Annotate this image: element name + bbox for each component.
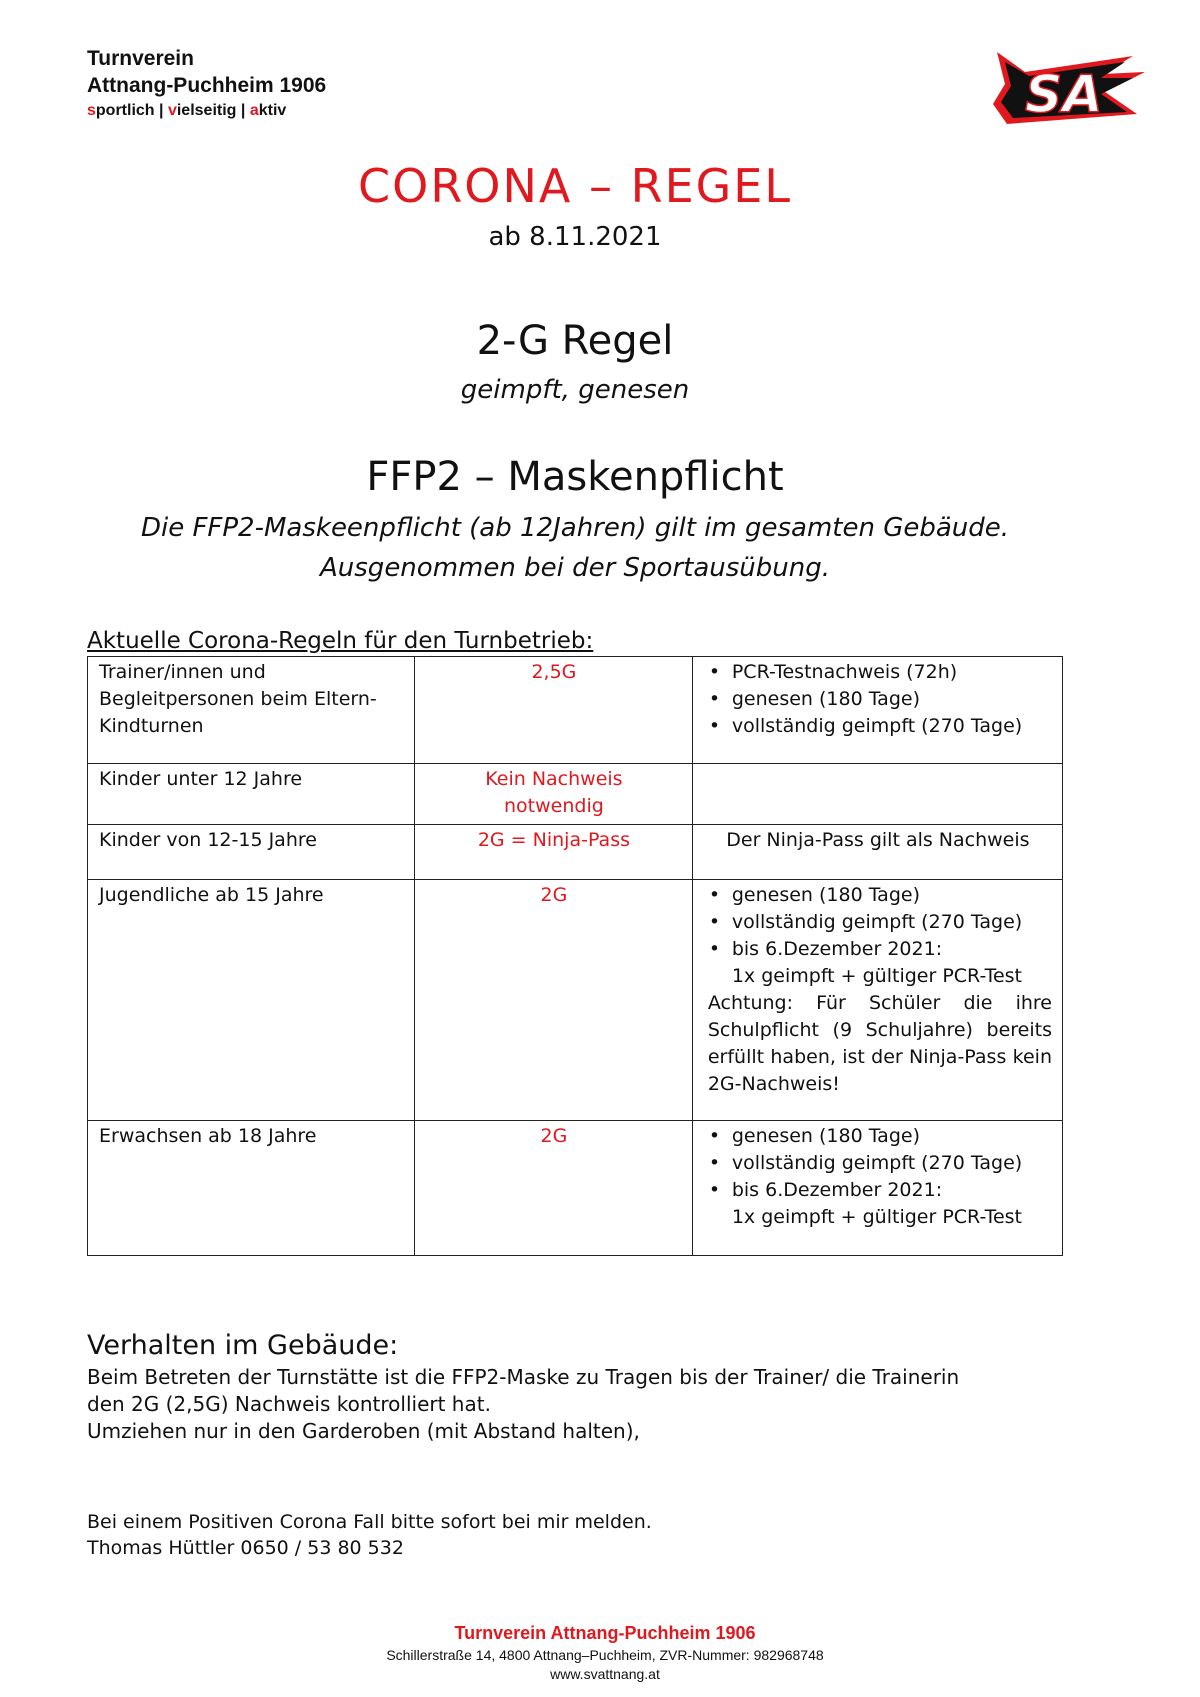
details-cell: [692, 657, 1062, 764]
bullet-item: • bis 6.Dezember 2021:: [704, 936, 1052, 963]
table-row: [88, 880, 1063, 1121]
table-row: [88, 825, 1063, 880]
bullet-continuation: 1x geimpft + gültiger PCR-Test: [731, 965, 1023, 987]
behaviour-line3: Umziehen nur in den Garderoben (mit Abstand halten),: [87, 1419, 640, 1443]
group-cell: Erwachsen ab 18 Jahre: [88, 1121, 415, 1256]
page-title: CORONA – REGEL: [358, 159, 792, 213]
slogan-initial-3: a: [249, 102, 259, 119]
footer-website: www.svattnang.at: [550, 1666, 660, 1682]
behaviour-line1: Beim Betreten der Turnstätte ist die FFP2-Maske zu Tragen bis der Trainer/ die Trainerin: [87, 1365, 960, 1389]
rule-cell: 2,5G: [415, 657, 693, 764]
table-row: [88, 1121, 1063, 1256]
ffp2-text-line1: Die FFP2-Maskeenpflicht (ab 12Jahren) gilt im gesamten Gebäude.: [140, 513, 1010, 543]
rule-cell: [415, 764, 693, 825]
logo-text: SA: [1025, 65, 1103, 125]
club-name-line2: Attnang-Puchheim 1906: [87, 74, 327, 97]
footer-address: Schillerstraße 14, 4800 Attnang–Puchheim, ZVR-Nummer: 982968748: [386, 1647, 824, 1663]
bullet-item: • vollständig geimpft (270 Tage): [704, 909, 1052, 936]
table-row: [88, 657, 1063, 764]
ffp2-text-line2: Ausgenommen bei der Sportausübung.: [320, 553, 830, 583]
slogan-rest-2: ielseitig: [176, 102, 237, 119]
slogan-rest-3: ktiv: [258, 102, 287, 119]
sva-logo-icon: [985, 44, 1155, 139]
group-cell: Jugendliche ab 15 Jahre: [88, 880, 415, 1121]
slogan-separator-1: |: [154, 102, 168, 119]
club-name-line1: Turnverein: [87, 47, 194, 70]
rule-cell: 2G: [415, 1121, 693, 1256]
bullet-item: • PCR-Testnachweis (72h): [704, 659, 1052, 686]
valid-from-date: ab 8.11.2021: [488, 222, 662, 252]
rule-2g-title: 2-G Regel: [476, 318, 674, 364]
details-cell: [692, 880, 1062, 1121]
footer-club-name: Turnverein Attnang-Puchheim 1906: [454, 1623, 756, 1643]
slogan-initial-1: s: [87, 102, 96, 119]
behaviour-heading: Verhalten im Gebäude:: [87, 1330, 399, 1361]
group-cell: Trainer/innen und Begleitpersonen beim Eltern-Kindturnen: [88, 657, 415, 764]
details-cell: [692, 1121, 1062, 1256]
contact-line1: Bei einem Positiven Corona Fall bitte sofort bei mir melden.: [87, 1511, 652, 1533]
warning-note: Achtung: Für Schüler die ihre Schulpflicht (9 Schuljahre) bereits erfüllt haben, ist der Ninja-Pass kein 2G-Nachweis!: [707, 992, 1052, 1095]
bullet-item: • genesen (180 Tage): [704, 882, 1052, 909]
rule-line2: notwendig: [504, 795, 604, 817]
contact-line2: Thomas Hüttler 0650 / 53 80 532: [87, 1537, 404, 1559]
slogan-initial-2: v: [167, 102, 177, 119]
table-row: [88, 764, 1063, 825]
details-cell: Der Ninja-Pass gilt als Nachweis: [692, 825, 1062, 880]
ffp2-title: FFP2 – Maskenpflicht: [366, 454, 784, 500]
club-header: [87, 45, 326, 122]
bullet-item: • vollständig geimpft (270 Tage): [704, 1150, 1052, 1177]
bullet-item: • bis 6.Dezember 2021:: [704, 1177, 1052, 1204]
group-cell: Kinder von 12-15 Jahre: [88, 825, 415, 880]
details-cell: [692, 764, 1062, 825]
bullet-continuation: 1x geimpft + gültiger PCR-Test: [731, 1206, 1023, 1228]
club-slogan: [87, 100, 326, 122]
behaviour-line2: den 2G (2,5G) Nachweis kontrolliert hat.: [87, 1392, 491, 1416]
bullet-item: • genesen (180 Tage): [704, 686, 1052, 713]
slogan-rest-1: portlich: [95, 102, 155, 119]
rule-2g-subtitle: geimpft, genesen: [460, 375, 690, 405]
rule-line1: Kein Nachweis: [485, 768, 623, 790]
bullet-item: • vollständig geimpft (270 Tage): [704, 713, 1052, 740]
rules-table: [87, 656, 1063, 1256]
rule-cell: 2G = Ninja-Pass: [415, 825, 693, 880]
group-cell: Kinder unter 12 Jahre: [88, 764, 415, 825]
bullet-item: • genesen (180 Tage): [704, 1123, 1052, 1150]
table-caption: Aktuelle Corona-Regeln für den Turnbetrieb:: [87, 628, 594, 654]
slogan-separator-2: |: [236, 102, 250, 119]
rule-cell: 2G: [415, 880, 693, 1121]
